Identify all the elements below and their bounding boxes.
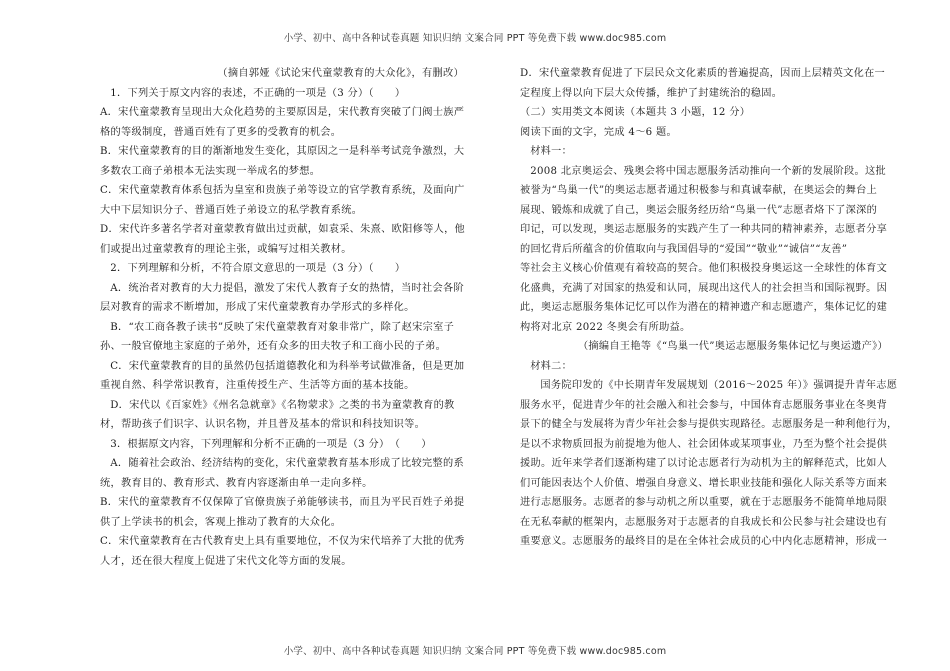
material-2-line: 服务水平，促进青少年的社会融入和社会参与，中国体育志愿服务事业在冬奥背 <box>520 399 888 411</box>
material-2-line: 进行志愿服务。志愿者的参与动机之所以重要，就在于志愿服务不能简单地局限 <box>520 497 888 508</box>
material-1-line: 的回忆背后所蕴含的价值取向与我国倡导的“爱国”“敬业”“诚信”“友善” <box>520 243 848 255</box>
right-column <box>520 64 898 552</box>
material-2-line: 是以不求物质回报为前提地为他人、社会团体或某项事业，乃至为整个社会提供 <box>520 438 888 450</box>
material-1-line: 展现、锻炼和成就了自己，奥运会服务经历给“鸟巢一代”志愿者烙下了深深的 <box>520 204 878 216</box>
material-2-line: 援助。近年来学者们逐渐构建了以讨论志愿者行为动机为主的解释范式，比如人 <box>520 458 888 469</box>
material-1-source: （摘编自王艳等《“鸟巢一代”奥运志愿服务集体记忆与奥运遗产》） <box>577 341 888 352</box>
source-citation: （摘自郭娅《试论宋代童蒙教育的大众化》，有删改） <box>217 68 464 79</box>
question-2-option-a: A．统治者对教育的大力提倡，激发了宋代人教育子女的热情，当时社会各阶层对教育的需求不断增加，形成了宋代童蒙教育办学形式的多样化。 <box>100 282 464 313</box>
material-2-text <box>520 376 898 552</box>
question-1-option-d: D．宋代许多著名学者对童蒙教育做出过贡献，如袁采、朱熹、欧阳修等人，他们或提出过童蒙教育的理论主张，或编写过相关教材。 <box>100 224 466 255</box>
question-2-option-b: B．“农工商各教子读书”反映了宋代童蒙教育对象非常广，除了赵宋宗室子孙、一般官僚地主家庭的子弟外，还有众多的田夫牧子和工商小民的子弟。 <box>100 321 455 352</box>
material-1-label: 材料一： <box>530 146 573 157</box>
question-1-stem: 1．下列关于原文内容的表述，不正确的一项是（3 分）（ ） <box>110 87 406 99</box>
material-1-line: 被誉为“鸟巢一代”的奥运志愿者通过积极参与和真诚奉献，在奥运会的舞台上 <box>520 185 878 196</box>
material-2-line: 国务院印发的《中长期青年发展规划（2016～2025 年）》强调提升青年志愿 <box>540 380 898 391</box>
question-3-option-a: A．随着社会政治、经济结构的变化，宋代童蒙教育基本形成了比较完整的系统，教育目的、教育形式、教育内容逐渐由单一走向多样。 <box>100 458 464 489</box>
question-1-option-c: C．宋代童蒙教育体系包括为皇室和贵族子弟等设立的官学教育系统，及面向广大中下层知识分子、普通百姓子弟设立的私学教育系统。 <box>100 185 465 216</box>
material-2-line: 在无私奉献的框架内，志愿服务对于志愿者的自我成长和公民参与社会建设也有 <box>520 516 888 528</box>
reading-instruction: 阅读下面的文字，完成 4～6 题。 <box>520 126 677 138</box>
material-2-line: 们可能因表达个人价值、增强自身意义、增长职业技能和强化人际关系等方面来 <box>520 477 888 489</box>
question-3-option-d: D．宋代童蒙教育促进了下层民众文化素质的普遍提高，因而上层精英文化在一定程度上得以向下层大众传播，维护了封建统治的稳固。 <box>520 68 886 99</box>
material-1-line: 印记，可以发现，奥运志愿服务的实践产生了一种共同的精神素养，志愿者分享 <box>520 224 888 235</box>
question-3-option-b: B．宋代的童蒙教育不仅保障了官僚贵族子弟能够读书，而且为平民百姓子弟提供了上学读书的机会，客观上推动了教育的大众化。 <box>100 497 465 528</box>
material-1-line: 2008 北京奥运会、残奥会将中国志愿服务活动推向一个新的发展阶段。这批 <box>530 165 886 177</box>
material-1-text <box>520 162 888 338</box>
material-1-line: 构将对北京 2022 冬奥会有所助益。 <box>520 321 691 333</box>
question-3-stem: 3．根据原文内容，下列理解和分析不正确的一项是（3 分） （ ） <box>110 438 432 450</box>
material-2-label: 材料二： <box>530 360 573 372</box>
material-1-line: 此，奥运志愿服务集体记忆可以作为潜在的精神遗产和志愿遗产，集体记忆的建 <box>520 302 888 313</box>
header-banner: 小学、初中、高中各种试卷真题 知识归纳 文案合同 PPT 等免费下载 www.doc985.com <box>283 33 667 44</box>
material-1-line: 化盛典，充满了对国家的热爱和认同，展现出这代人的社会担当和国际视野。因 <box>520 282 888 294</box>
left-column <box>100 64 468 571</box>
material-2-line: 重要意义。志愿服务的最终目的是在全体社会成员的心中内化志愿精神，形成一 <box>520 536 888 547</box>
material-1-line: 等社会主义核心价值观有着较高的契合。他们积极投身奥运这一全球性的体育文 <box>520 263 888 274</box>
question-2-stem: 2．下列理解和分析，不符合原文意思的一项是（3 分）（ ） <box>110 263 406 274</box>
material-2-line: 景下的健全与发展将为青少年社会参与提供实现路径。志愿服务是一种利他行为， <box>520 419 898 430</box>
question-1-option-a: A．宋代童蒙教育呈现出大众化趋势的主要原因是，宋代教育突破了门阀士族严格的等级制度，普通百姓有了更多的受教育的机会。 <box>100 107 465 138</box>
question-2-option-d: D．宋代以《百家姓》《州名急就章》《名物蒙求》之类的书为童蒙教育的教材，帮助孩子们识字、认识名物，并且普及基本的常识和科技知识等。 <box>100 399 455 430</box>
section-heading: （二）实用类文本阅读（本题共 3 小题，12 分） <box>520 107 751 118</box>
footer-banner: 小学、初中、高中各种试卷真题 知识归纳 文案合同 PPT 等免费下载 www.doc985.com <box>283 646 667 657</box>
question-1-option-b: B．宋代童蒙教育的目的渐渐地发生变化，其原因之一是科举考试竞争激烈，大多数农工商子弟根本无法实现一举成名的梦想。 <box>100 146 465 177</box>
question-3-option-c: C．宋代童蒙教育在古代教育史上具有重要地位，不仅为宋代培养了大批的优秀人才，还在很大程度上促进了宋代文化等方面的发展。 <box>100 536 465 567</box>
question-2-option-c: C．宋代童蒙教育的目的虽然仍包括道德教化和为科举考试做准备，但是更加重视自然、科学常识教育，注重传授生产、生活等方面的基本技能。 <box>100 360 465 391</box>
